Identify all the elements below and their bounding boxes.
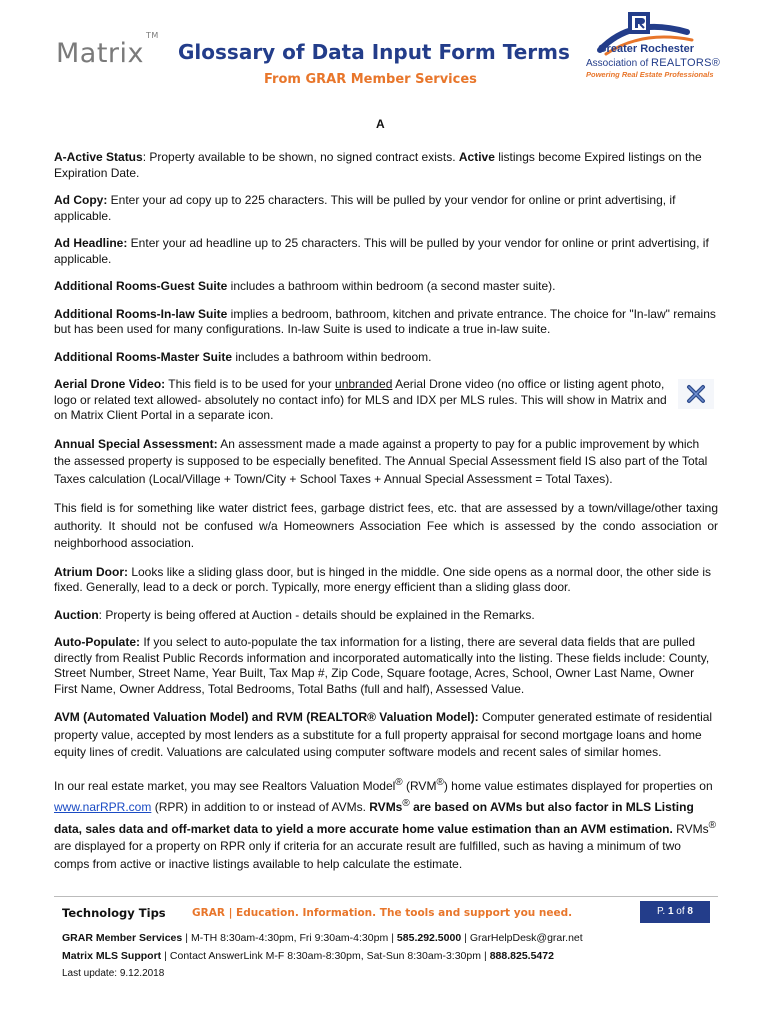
member-services-line: GRAR Member Services | M-TH 8:30am-4:30pm, Fri 9:30am-4:30pm | 585.292.5000 | GrarHelpDesk@grar.net bbox=[62, 932, 583, 944]
glossary-entry: Annual Special Assessment: An assessment made a made against a property to pay for a public improvement by which the assessed property is supposed to be especially benefited. The Annual Special Assessment field IS also part of the Total Taxes calculation (Local/Village + Town/City + School Taxes + Annual Special Assessment = Total Taxes). bbox=[54, 436, 708, 486]
glossary-entry: AVM (Automated Valuation Model) and RVM (REALTOR® Valuation Model): Computer generated estimate of residential property value, accepted by most lenders as a substitute for a full property appraisal for second mortgage loans and home equity lines of credit. Valuations are calculated using computer software models and recent sales of similar homes. bbox=[54, 710, 713, 759]
last-update: Last update: 9.12.2018 bbox=[62, 968, 165, 979]
grar-logo bbox=[582, 10, 722, 82]
helpdesk-email[interactable]: GrarHelpDesk@grar.net bbox=[469, 932, 583, 944]
page-footer bbox=[54, 896, 718, 1016]
glossary-entry: Additional Rooms-In-law Suite implies a bedroom, bathroom, kitchen and private entrance. The choice for "In-law" remains but has been used for many configurations. In-law Suite is used to indicate a true in-law suite. bbox=[54, 306, 716, 336]
glossary-entry: A-Active Status: Property available to be shown, no signed contract exists. Active listings become Expired listings on the Expiration Date. bbox=[54, 150, 702, 180]
matrix-support-line: Matrix MLS Support | Contact AnswerLink M-F 8:30am-8:30pm, Sat-Sun 8:30am-3:30pm | 888.825.5472 bbox=[62, 950, 554, 962]
document-title: Glossary of Data Input Form Terms bbox=[178, 40, 570, 64]
close-icon bbox=[678, 379, 714, 409]
glossary-entry: Ad Copy: Enter your ad copy up to 225 characters. This will be pulled by your vendor for online or print advertising, if applicable. bbox=[54, 193, 676, 223]
glossary-entry: Auto-Populate: If you select to auto-populate the tax information for a listing, there are several data fields that are pulled directly from Realist Public Records information and incorporated automatically into the listing. These fields include: County, Street Number, Street Name, Year Built, Tax Map #, Zip Code, Square footage, Acres, School, Owner Last Name, Owner First Name, Owner Address, Total Bedrooms, Total Baths (full and half), Assessed Value. bbox=[54, 635, 710, 696]
narrpr-link[interactable]: www.narRPR.com bbox=[54, 800, 152, 814]
glossary-entry: This field is for something like water district fees, garbage district fees, etc. that are assessed by a town/village/other taxing authority. It should not be confused w/a Homeowners Association Fee which is assessed by the condo association or neighborhood association. bbox=[54, 501, 718, 550]
page-indicator: P. 1 of 8 bbox=[640, 901, 710, 923]
grar-name-line1: Greater Rochester bbox=[598, 43, 694, 55]
grar-tagline: Powering Real Estate Professionals bbox=[586, 70, 714, 79]
glossary-entry: Aerial Drone Video: This field is to be used for your unbranded Aerial Drone video (no office or listing agent photo, logo or related text allowed- absolutely no contact info) for MLS and IDX per MLS rules. This will show in Matrix and on Matrix Client Portal in a separate icon. bbox=[54, 377, 718, 424]
glossary-entry: Additional Rooms-Guest Suite includes a bathroom within bedroom (a second master suite). bbox=[54, 279, 556, 293]
section-letter: A bbox=[376, 117, 385, 131]
glossary-entry: Atrium Door: Looks like a sliding glass door, but is hinged in the middle. One side opens as a normal door, the other side is fixed. Generally, lead to a deck or porch. Typically, more energy efficient than a sliding glass door. bbox=[54, 564, 712, 594]
footer-divider bbox=[54, 896, 718, 897]
page-header bbox=[0, 0, 770, 110]
glossary-content bbox=[54, 150, 718, 885]
matrix-logo: Matrix™ bbox=[56, 31, 159, 69]
glossary-entry: Ad Headline: Enter your ad headline up to 25 characters. This will be pulled by your vendor for online or print advertising, if applicable. bbox=[54, 236, 709, 266]
glossary-entry: Additional Rooms-Master Suite includes a bathroom within bedroom. bbox=[54, 349, 432, 364]
grar-name-line2: Association of REALTORS® bbox=[586, 57, 721, 69]
glossary-entry: In our real estate market, you may see Realtors Valuation Model® (RVM®) home value estimates displayed for properties on www.narRPR.com (RPR) in addition to or instead of AVMs. RVMs® are based on AVMs but also factor in MLS Listing data, sales data and off-market data to yield a more accurate home value estimation than an AVM estimation. RVMs® are displayed for a property on RPR only if criteria for an accurate result are fulfilled, such as having a minimum of two comps from active or inactive listings available to help calculate the estimate. bbox=[54, 776, 717, 871]
grar-slogan: GRAR | Education. Information. The tools and support you need. bbox=[192, 907, 573, 919]
glossary-entry: Auction: Property is being offered at Auction - details should be explained in the Remarks. bbox=[54, 607, 535, 622]
tech-tips-label: Technology Tips bbox=[62, 906, 166, 920]
document-subtitle: From GRAR Member Services bbox=[264, 72, 477, 87]
